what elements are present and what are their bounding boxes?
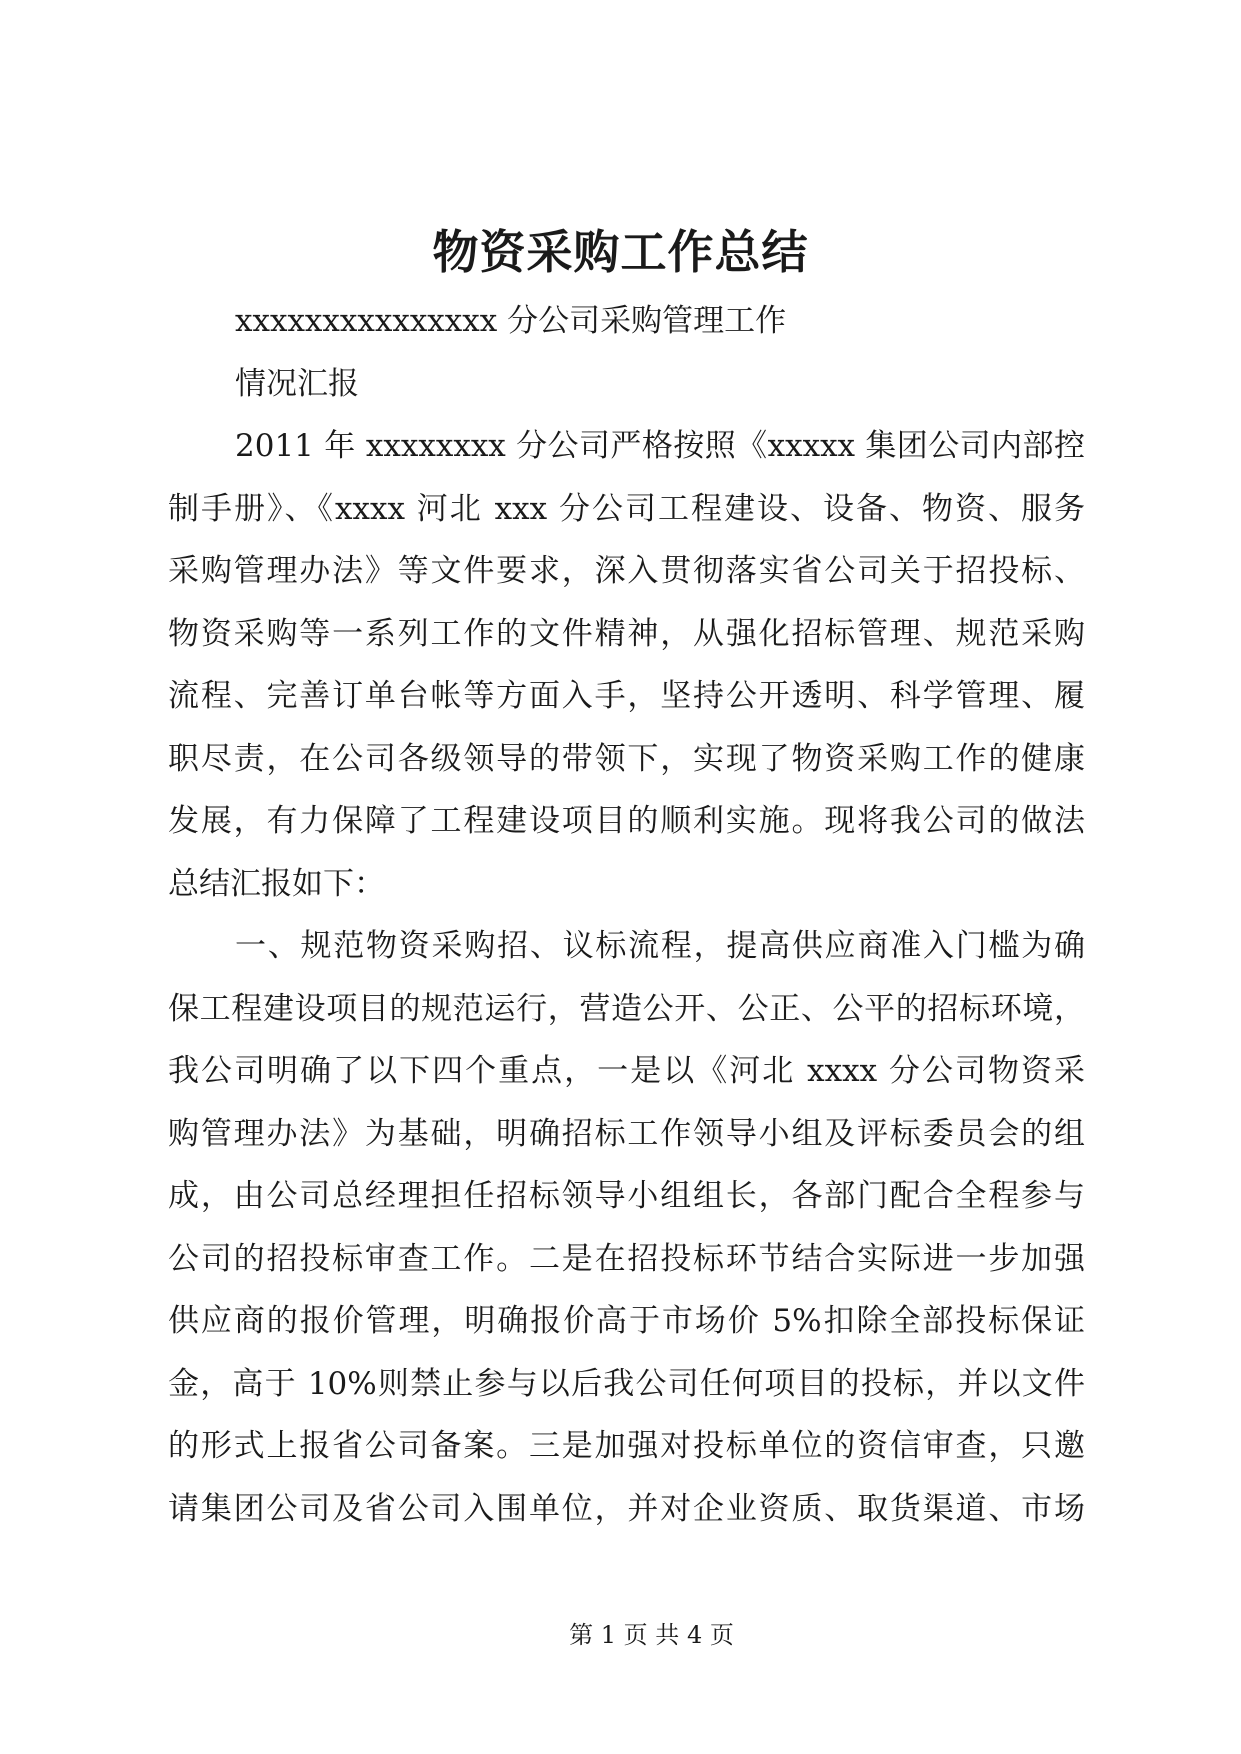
paragraph-section-one (168, 915, 1085, 1540)
paragraph-line: 购管理办法》为基础，明确招标工作领导小组及评标委员会的组 (168, 1115, 1085, 1152)
paragraph-line: 供应商的报价管理，明确报价高于市场价 5%扣除全部投标保证 (168, 1303, 1085, 1339)
paragraph-subtitle-continued (168, 353, 1085, 416)
paragraph-line: 请集团公司及省公司入围单位，并对企业资质、取货渠道、市场 (168, 1490, 1085, 1527)
paragraph-introduction (168, 415, 1085, 915)
paragraph-line: 流程、完善订单台帐等方面入手，坚持公开透明、科学管理、履 (168, 678, 1085, 714)
paragraph-line: 发展，有力保障了工程建设项目的顺利实施。现将我公司的做法 (168, 803, 1085, 839)
paragraph-line: 公司的招投标审查工作。二是在招投标环节结合实际进一步加强 (168, 1240, 1085, 1277)
paragraph-line: 采购管理办法》等文件要求，深入贯彻落实省公司关于招投标、 (168, 553, 1085, 589)
document-title: 物资采购工作总结 (432, 225, 809, 279)
paragraph-line: xxxxxxxxxxxxxxx 分公司采购管理工作 (235, 303, 787, 339)
paragraph-line: 我公司明确了以下四个重点，一是以《河北 xxxx 分公司物资采 (168, 1053, 1085, 1089)
paragraph-line: 总结汇报如下： (168, 865, 385, 902)
paragraph-line: 物资采购等一系列工作的文件精神，从强化招标管理、规范采购 (168, 615, 1085, 652)
paragraph-line: 保工程建设项目的规范运行，营造公开、公正、公平的招标环境， (168, 990, 1085, 1027)
paragraph-line: 成，由公司总经理担任招标领导小组组长，各部门配合全程参与 (168, 1178, 1085, 1214)
paragraph-line: 2011 年 xxxxxxxx 分公司严格按照《xxxxx 集团公司内部控 (235, 428, 1085, 464)
paragraph-line: 情况汇报 (235, 365, 359, 402)
paragraph-line: 一、规范物资采购招、议标流程，提高供应商准入门槛为确 (235, 928, 1085, 964)
paragraph-line: 职尽责，在公司各级领导的带领下，实现了物资采购工作的健康 (168, 740, 1085, 777)
paragraph-line: 金，高于 10%则禁止参与以后我公司任何项目的投标，并以文件 (168, 1365, 1085, 1402)
paragraph-line: 的形式上报省公司备案。三是加强对投标单位的资信审查，只邀 (168, 1428, 1085, 1464)
page-number-footer: 第 1 页 共 4 页 (569, 1621, 734, 1649)
paragraph-subtitle (168, 290, 1085, 353)
document-body (168, 290, 1085, 1540)
paragraph-line: 制手册》、《xxxx 河北 xxx 分公司工程建设、设备、物资、服务 (168, 490, 1085, 527)
